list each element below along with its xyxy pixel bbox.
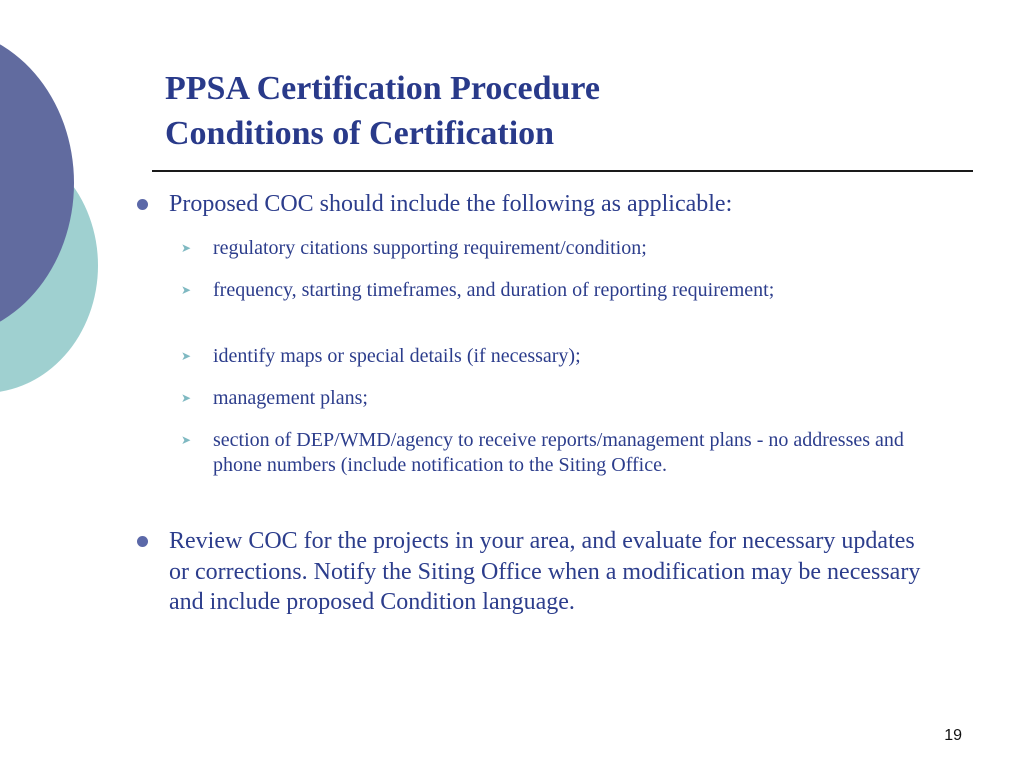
title-line-2: Conditions of Certification [165, 115, 555, 152]
bullet-dot-icon [137, 199, 148, 210]
bullet-dot-icon [137, 536, 148, 547]
sub-item-text: management plans; [213, 387, 368, 409]
sub-list-item [181, 386, 933, 411]
sub-list-item [181, 236, 933, 261]
slide-title [165, 66, 600, 156]
arrowhead-bullet-icon: ➤ [181, 349, 192, 363]
arrowhead-bullet-icon: ➤ [181, 391, 192, 405]
arrowhead-bullet-icon: ➤ [181, 433, 192, 447]
arrowhead-bullet-icon: ➤ [181, 283, 192, 297]
sub-list-item [181, 344, 933, 369]
bullet-item [169, 526, 929, 618]
sub-item-text: regulatory citations supporting requirement/condition; [213, 237, 647, 259]
bullet-text: Proposed COC should include the following as applicable: [169, 191, 733, 217]
bullet-text: Review COC for the projects in your area, and evaluate for necessary updates or corrections. Notify the Siting Office when a modification may be necessary and include proposed Condition language. [169, 528, 921, 615]
sub-item-text: identify maps or special details (if necessary); [213, 345, 581, 367]
arrowhead-bullet-icon: ➤ [181, 241, 192, 255]
sub-item-text: frequency, starting timeframes, and duration of reporting requirement; [213, 279, 775, 301]
title-line-1: PPSA Certification Procedure [165, 70, 600, 107]
title-divider [152, 170, 973, 172]
sub-list-item [181, 278, 853, 303]
sub-item-text: section of DEP/WMD/agency to receive reports/management plans - no addresses and phone numbers (include notification to the Siting Office. [213, 429, 904, 476]
sub-list-item [181, 428, 927, 477]
bullet-item [169, 189, 929, 220]
page-number: 19 [944, 727, 962, 744]
